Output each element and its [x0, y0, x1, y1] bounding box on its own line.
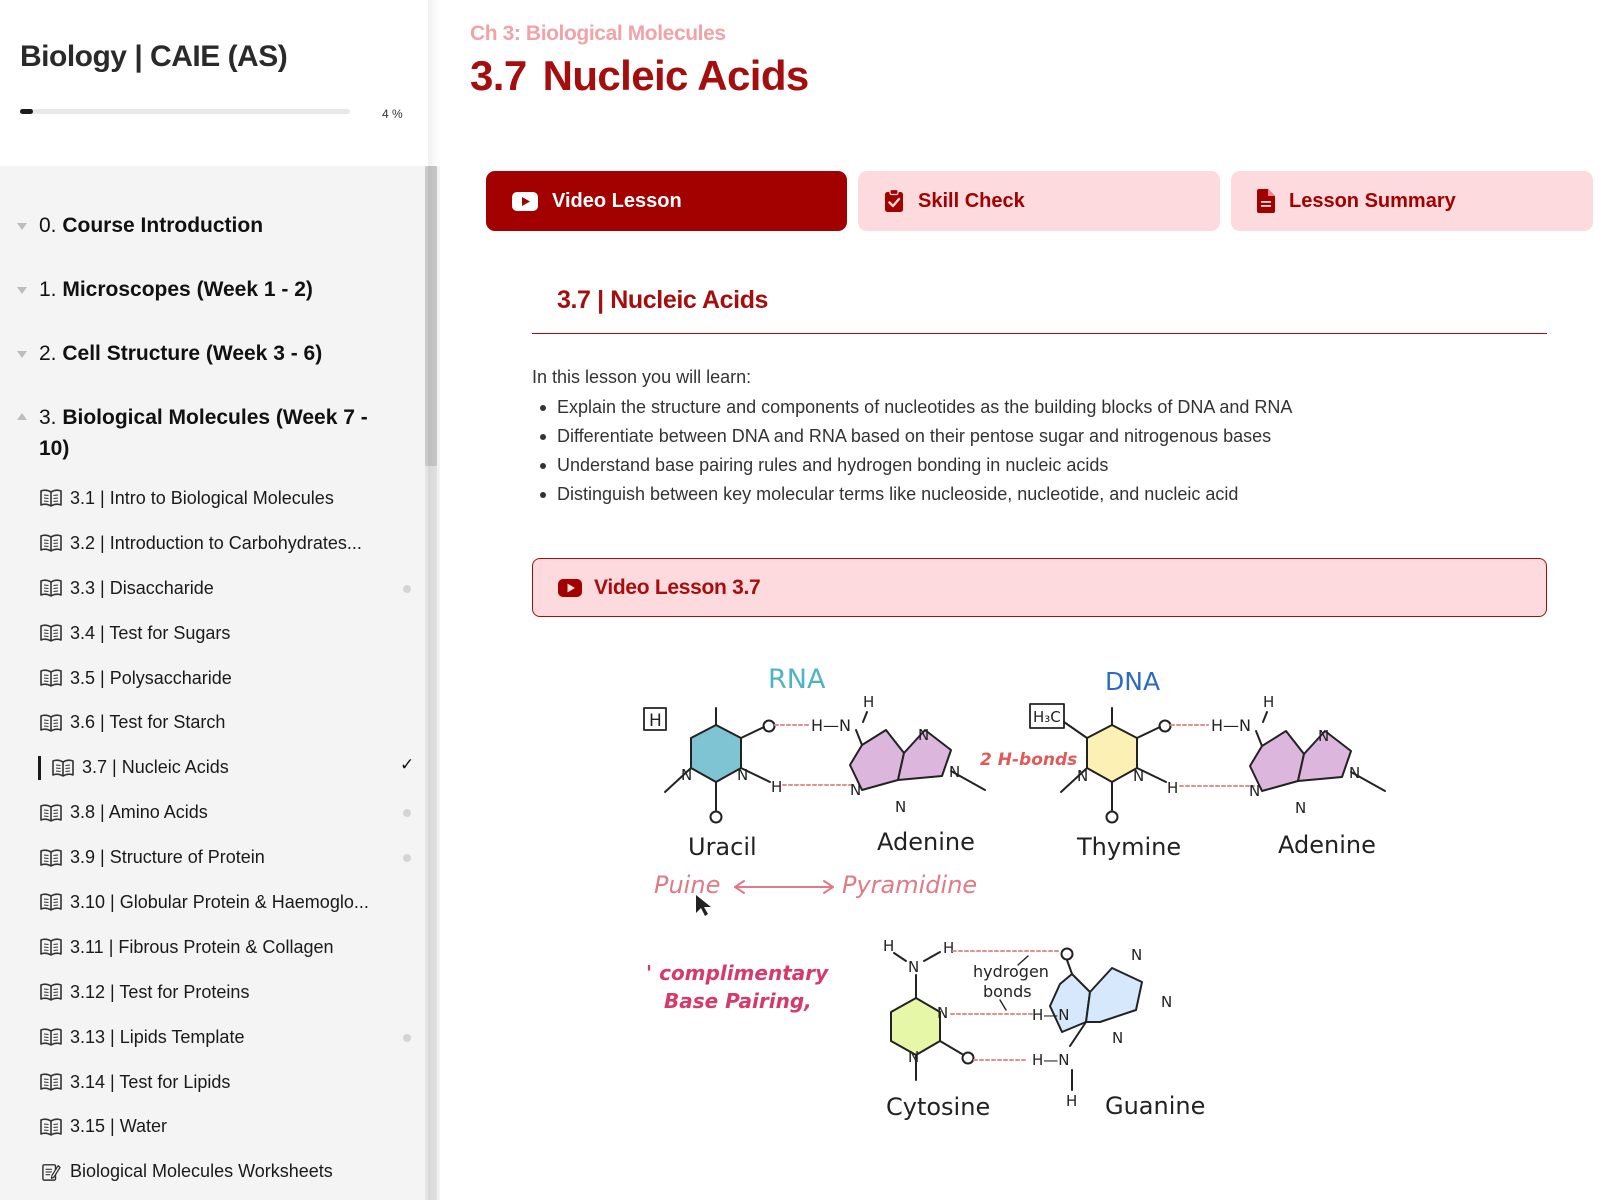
complementary-note-line-1: ' complimentary	[646, 961, 829, 985]
book-icon	[40, 534, 70, 552]
lesson-list	[0, 476, 425, 1194]
caret-down-icon	[17, 287, 27, 294]
book-icon	[40, 579, 70, 597]
lesson-label: 3.9 | Structure of Protein	[70, 847, 265, 868]
svg-text:H: H	[771, 778, 783, 796]
sidebar-shadow	[428, 0, 440, 1200]
chapter-3[interactable]	[0, 402, 425, 464]
lesson-item[interactable]	[0, 1015, 425, 1060]
course-progress-bar	[20, 109, 350, 114]
lesson-label: 3.15 | Water	[70, 1116, 168, 1137]
youtube-icon	[512, 192, 538, 211]
lesson-item[interactable]	[0, 700, 425, 745]
svg-text:N: N	[1249, 782, 1261, 800]
lesson-item[interactable]	[0, 1149, 425, 1194]
section-divider	[532, 333, 1547, 334]
chapter-1[interactable]	[0, 274, 425, 305]
clipboard-check-icon	[884, 189, 904, 213]
lesson-item[interactable]	[0, 611, 425, 656]
chapter-name: Microscopes (Week 1 - 2)	[62, 278, 313, 301]
uracil-h-label: H	[649, 711, 662, 731]
cytosine-ring	[891, 998, 940, 1055]
svg-text:N: N	[908, 1048, 920, 1066]
lesson-label: 3.5 | Polysaccharide	[70, 667, 232, 688]
objective-item: Distinguish between key molecular terms like nucleoside, nucleotide, and nucleic acid	[532, 480, 1292, 509]
svg-text:N: N	[908, 958, 920, 976]
lesson-item[interactable]	[0, 790, 425, 835]
book-icon	[40, 1118, 70, 1136]
page-title-text: Nucleic Acids	[542, 52, 809, 99]
lesson-item[interactable]	[0, 521, 425, 566]
course-progress-fill	[20, 109, 33, 114]
lesson-item[interactable]	[0, 835, 425, 880]
lesson-item[interactable]	[0, 566, 425, 611]
course-sidebar	[0, 0, 440, 1200]
chapter-name: Cell Structure (Week 3 - 6)	[62, 342, 323, 365]
book-icon	[40, 669, 70, 687]
section-title: 3.7 | Nucleic Acids	[557, 286, 769, 314]
thymine-label: Thymine	[1077, 833, 1182, 861]
svg-text:N: N	[1077, 767, 1089, 785]
book-icon	[40, 624, 70, 642]
chapter-2[interactable]	[0, 338, 425, 369]
course-title: Biology | CAIE (AS)	[20, 40, 288, 73]
sidebar-header	[0, 0, 440, 166]
svg-text:N: N	[737, 766, 749, 784]
document-icon	[1257, 189, 1275, 213]
lesson-label: 3.7 | Nucleic Acids	[82, 757, 229, 778]
svg-text:N: N	[949, 763, 961, 781]
book-icon	[40, 893, 70, 911]
lesson-label: Biological Molecules Worksheets	[70, 1161, 333, 1182]
h-bonds-note: 2 H-bonds	[980, 750, 1078, 770]
svg-text:H: H	[943, 939, 955, 957]
caret-down-icon	[17, 351, 27, 358]
objectives-list	[532, 393, 1292, 509]
chapter-number: 3.	[39, 406, 57, 429]
svg-text:N: N	[1112, 1029, 1124, 1047]
lesson-label: 3.1 | Intro to Biological Molecules	[70, 487, 334, 508]
incomplete-dot-icon	[403, 809, 411, 817]
dna-label: DNA	[1105, 667, 1161, 696]
guanine-label: Guanine	[1105, 1092, 1206, 1120]
svg-text:H: H	[863, 693, 875, 711]
video-lesson-accordion[interactable]	[532, 558, 1547, 617]
svg-text:H: H	[883, 937, 895, 955]
checkmark-icon: ✓	[400, 755, 415, 775]
svg-text:N: N	[918, 726, 930, 744]
lesson-label: 3.11 | Fibrous Protein & Collagen	[70, 936, 334, 957]
book-icon	[40, 489, 70, 507]
uracil-ring	[691, 725, 741, 782]
active-indicator	[38, 756, 41, 780]
lesson-label: 3.10 | Globular Protein & Haemoglo...	[70, 891, 369, 912]
lesson-label: 3.13 | Lipids Template	[70, 1026, 245, 1047]
lesson-label: 3.8 | Amino Acids	[70, 802, 208, 823]
svg-text:N: N	[681, 766, 693, 784]
book-icon	[40, 1073, 70, 1091]
lesson-item-active[interactable]	[0, 745, 425, 790]
hydrogen-bonds-label-line-1: hydrogen	[973, 962, 1049, 981]
tab-skill-check[interactable]	[858, 171, 1220, 231]
svg-text:N: N	[1295, 799, 1307, 817]
svg-text:H—N: H—N	[1211, 716, 1251, 735]
tab-label: Video Lesson	[552, 189, 682, 212]
purine-label: Puine	[654, 871, 721, 899]
book-icon	[40, 714, 70, 732]
lesson-item[interactable]	[0, 970, 425, 1015]
lesson-item[interactable]	[0, 880, 425, 925]
caret-down-icon	[17, 223, 27, 230]
book-icon	[40, 938, 70, 956]
chapter-name: Biological Molecules (Week 7 - 10)	[39, 406, 368, 460]
objective-item: Understand base pairing rules and hydrogen bonding in nucleic acids	[532, 451, 1292, 480]
page-title	[470, 52, 809, 100]
complementary-note-line-2: Base Pairing,	[664, 989, 812, 1013]
svg-text:N: N	[1161, 993, 1173, 1011]
hydrogen-bonds-label-line-2: bonds	[983, 982, 1032, 1001]
youtube-icon	[558, 579, 582, 597]
book-icon	[52, 759, 82, 777]
chapter-number: 2.	[39, 342, 57, 365]
svg-text:N: N	[850, 781, 862, 799]
caret-up-icon	[17, 413, 27, 420]
thymine-methyl-label: H₃C	[1033, 708, 1061, 726]
objectives-intro: In this lesson you will learn:	[532, 367, 752, 387]
svg-text:H: H	[1263, 693, 1275, 711]
lesson-item[interactable]	[0, 476, 425, 521]
objective-item: Differentiate between DNA and RNA based on their pentose sugar and nitrogenous bases	[532, 422, 1292, 451]
svg-text:N: N	[895, 798, 907, 816]
lesson-label: 3.12 | Test for Proteins	[70, 981, 250, 1002]
nucleic-bases-figure	[640, 650, 1440, 1165]
svg-text:H—N: H—N	[811, 716, 851, 735]
svg-text:N: N	[1131, 946, 1143, 964]
lesson-item[interactable]	[0, 1104, 425, 1149]
pyrimidine-label: Pyramidine	[842, 871, 978, 899]
uracil-label: Uracil	[688, 833, 757, 861]
incomplete-dot-icon	[403, 854, 411, 862]
adenine-label-dna: Adenine	[1278, 831, 1376, 859]
book-icon	[40, 1028, 70, 1046]
lesson-label: 3.3 | Disaccharide	[70, 577, 214, 598]
chapter-breadcrumb[interactable]: Ch 3: Biological Molecules	[470, 22, 726, 45]
chapter-number: 1.	[39, 278, 57, 301]
chapter-name: Course Introduction	[62, 214, 264, 237]
video-box-title: Video Lesson 3.7	[594, 575, 761, 599]
tab-label: Lesson Summary	[1289, 189, 1456, 212]
lesson-item[interactable]	[0, 925, 425, 970]
svg-text:H: H	[1066, 1092, 1078, 1110]
book-icon	[40, 849, 70, 867]
cytosine-label: Cytosine	[886, 1093, 991, 1121]
lesson-label: 3.6 | Test for Starch	[70, 712, 226, 733]
svg-text:N: N	[937, 1004, 949, 1022]
tab-lesson-summary[interactable]	[1231, 171, 1593, 231]
lesson-item[interactable]	[0, 1060, 425, 1105]
lesson-label: 3.14 | Test for Lipids	[70, 1071, 231, 1092]
lesson-label: 3.2 | Introduction to Carbohydrates...	[70, 532, 362, 553]
page-title-number: 3.7	[470, 52, 527, 99]
lesson-content	[440, 0, 1603, 1200]
svg-text:N: N	[1318, 727, 1330, 745]
svg-text:H—N: H—N	[1032, 1006, 1070, 1024]
book-icon	[40, 804, 70, 822]
rna-label: RNA	[768, 664, 826, 695]
book-icon	[40, 983, 70, 1001]
chapter-0[interactable]	[0, 210, 425, 241]
tab-label: Skill Check	[918, 189, 1025, 212]
svg-text:N: N	[1349, 764, 1361, 782]
svg-text:H: H	[1167, 779, 1179, 797]
adenine-label-rna: Adenine	[877, 828, 975, 856]
objective-item: Explain the structure and components of nucleotides as the building blocks of DNA and RNA	[532, 393, 1292, 422]
svg-text:H—N: H—N	[1032, 1051, 1070, 1069]
chapter-number: 0.	[39, 214, 57, 237]
thymine-ring	[1087, 725, 1137, 782]
svg-text:N: N	[1133, 767, 1145, 785]
incomplete-dot-icon	[403, 585, 411, 593]
tab-video-lesson[interactable]	[486, 171, 847, 231]
course-progress-percent: 4 %	[382, 107, 403, 121]
lesson-item[interactable]	[0, 656, 425, 701]
incomplete-dot-icon	[403, 1034, 411, 1042]
lesson-label: 3.4 | Test for Sugars	[70, 622, 231, 643]
worksheet-icon	[40, 1163, 70, 1181]
